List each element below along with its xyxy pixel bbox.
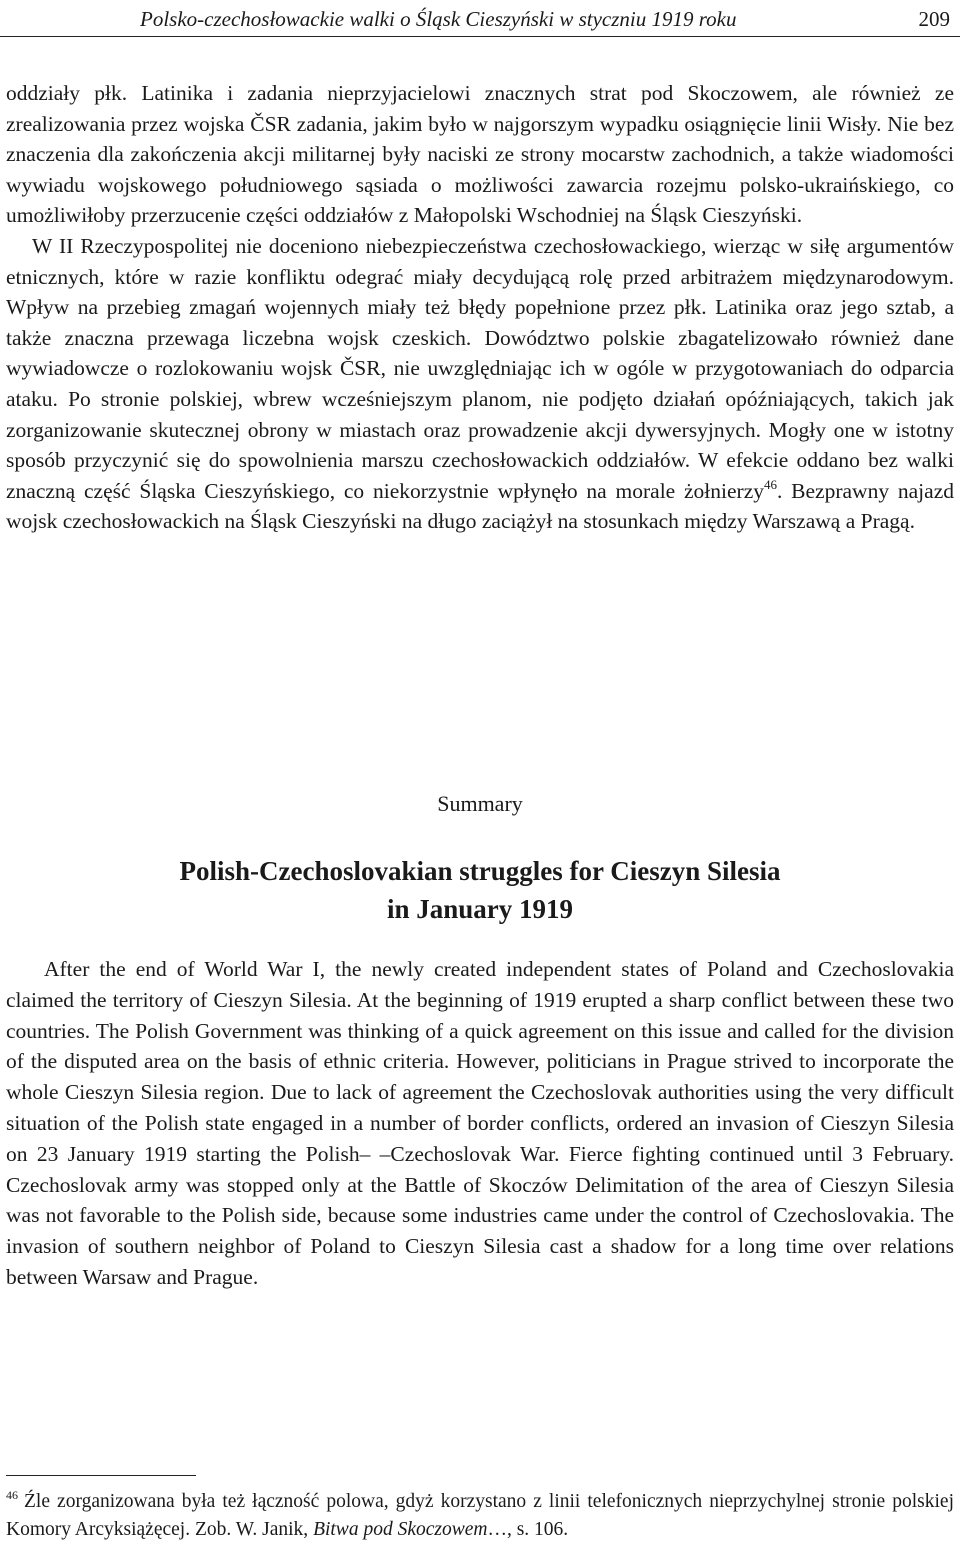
footnote-reference[interactable]: 46 xyxy=(764,476,777,492)
page-number: 209 xyxy=(918,7,950,31)
footnote-number: 46 xyxy=(6,1488,18,1502)
footnote xyxy=(6,1488,954,1544)
summary-paragraph: After the end of World War I, the newly created independent states of Poland and Czechoslovakia claimed the territory of Cieszyn Silesia. At the beginning of 1919 erupted a sharp conflict between these two countries. The Polish Government was thinking of a quick agreement on this issue and called for the division of the disputed area on the basis of ethnic criteria. However, politicians in Prague strived to incorporate the whole Cieszyn Silesia region. Due to lack of agreement the Czechoslovak authorities using the very difficult situation of the Polish state engaged in a number of border conflicts, ordered an invasion of Cieszyn Silesia on 23 January 1919 starting the Polish– –Czechoslovak War. Fierce fighting continued until 3 February. Czechoslovak army was stopped only at the Battle of Skoczów Delimitation of the area of Cieszyn Silesia was not favorable to the Polish side, because some industries came under the control of Czechoslovakia. The invasion of southern neighbor of Poland to Cieszyn Silesia cast a shadow for a long time over relations between Warsaw and Prague. xyxy=(6,957,954,1289)
summary-title-line-2: in January 1919 xyxy=(386,894,574,924)
footnote-divider xyxy=(6,1475,196,1476)
running-title: Polsko-czechosłowackie walki o Śląsk Cieszyński w styczniu 1919 roku xyxy=(140,7,737,31)
footnote-cited-title: Bitwa pod Skoczowem xyxy=(313,1519,488,1540)
summary-title-line-1: Polish-Czechoslovakian struggles for Cieszyn Silesia xyxy=(179,856,781,886)
paragraph-2 xyxy=(6,231,954,537)
summary-text xyxy=(6,954,954,1293)
summary-label: Summary xyxy=(437,791,523,816)
running-header xyxy=(0,4,960,37)
paragraph-2-text-end: . Bezprawny najazd wojsk czechosłowackich na Śląsk Cieszyński na długo zaciążył na stosunkach między Warszawą a Pragą. xyxy=(6,478,954,534)
main-text xyxy=(6,78,954,537)
footnote-text: Źle zorganizowana była też łączność polowa, gdyż korzystano z linii telefonicznych nieprzychylnej stronie polskiej Komory Arcyksiążęcej. Zob. W. Janik, xyxy=(6,1491,954,1540)
summary-title xyxy=(0,852,960,928)
paragraph-1: oddziały płk. Latinika i zadania nieprzyjacielowi znacznych strat pod Skoczowem, ale również ze zrealizowania przez wojska ČSR zadania, jakim było w najgorszym wypadku osiągnięcie linii Wisły. Nie bez znaczenia dla zakończenia akcji militarnej były naciski ze strony mocarstw zachodnich, a także wiadomości wywiadu wojskowego południowego sąsiada o możliwości zawarcia rozejmu polsko-ukraińskiego, co umożliwiłoby przerzucenie części oddziałów z Małopolski Wschodniej na Śląsk Cieszyński. xyxy=(6,81,954,228)
paragraph-2-text: W II Rzeczypospolitej nie doceniono niebezpieczeństwa czechosłowackiego, wierząc w siłę argumentów etnicznych, które w razie konfliktu odegrać miały decydującą rolę przed arbitrażem międzynarodowym. Wpływ na przebieg zmagań wojennych miały też błędy popełnione przez płk. Latinika oraz jego sztab, a także znaczna przewaga liczebna wojsk czeskich. Dowództwo polskie zbagatelizowało również dane wywiadowcze o rozlokowaniu wojsk ČSR, nie uwzględniając ich w ogóle w przygotowaniach do odparcia ataku. Po stronie polskiej, wbrew wcześniejszym planom, nie podjęto działań opóźniających, takich jak zorganizowanie skutecznej obrony w miastach oraz prowadzenie akcji dywersyjnych. Mogły one w istotny sposób przyczynić się do spowolnienia marszu czechosłowackich oddziałów. W efekcie oddano bez walki znaczną część Śląska Cieszyńskiego, co niekorzystnie wpłynęło na morale żołnierzy xyxy=(6,233,954,503)
footnote-text-end: …, s. 106. xyxy=(487,1519,569,1540)
